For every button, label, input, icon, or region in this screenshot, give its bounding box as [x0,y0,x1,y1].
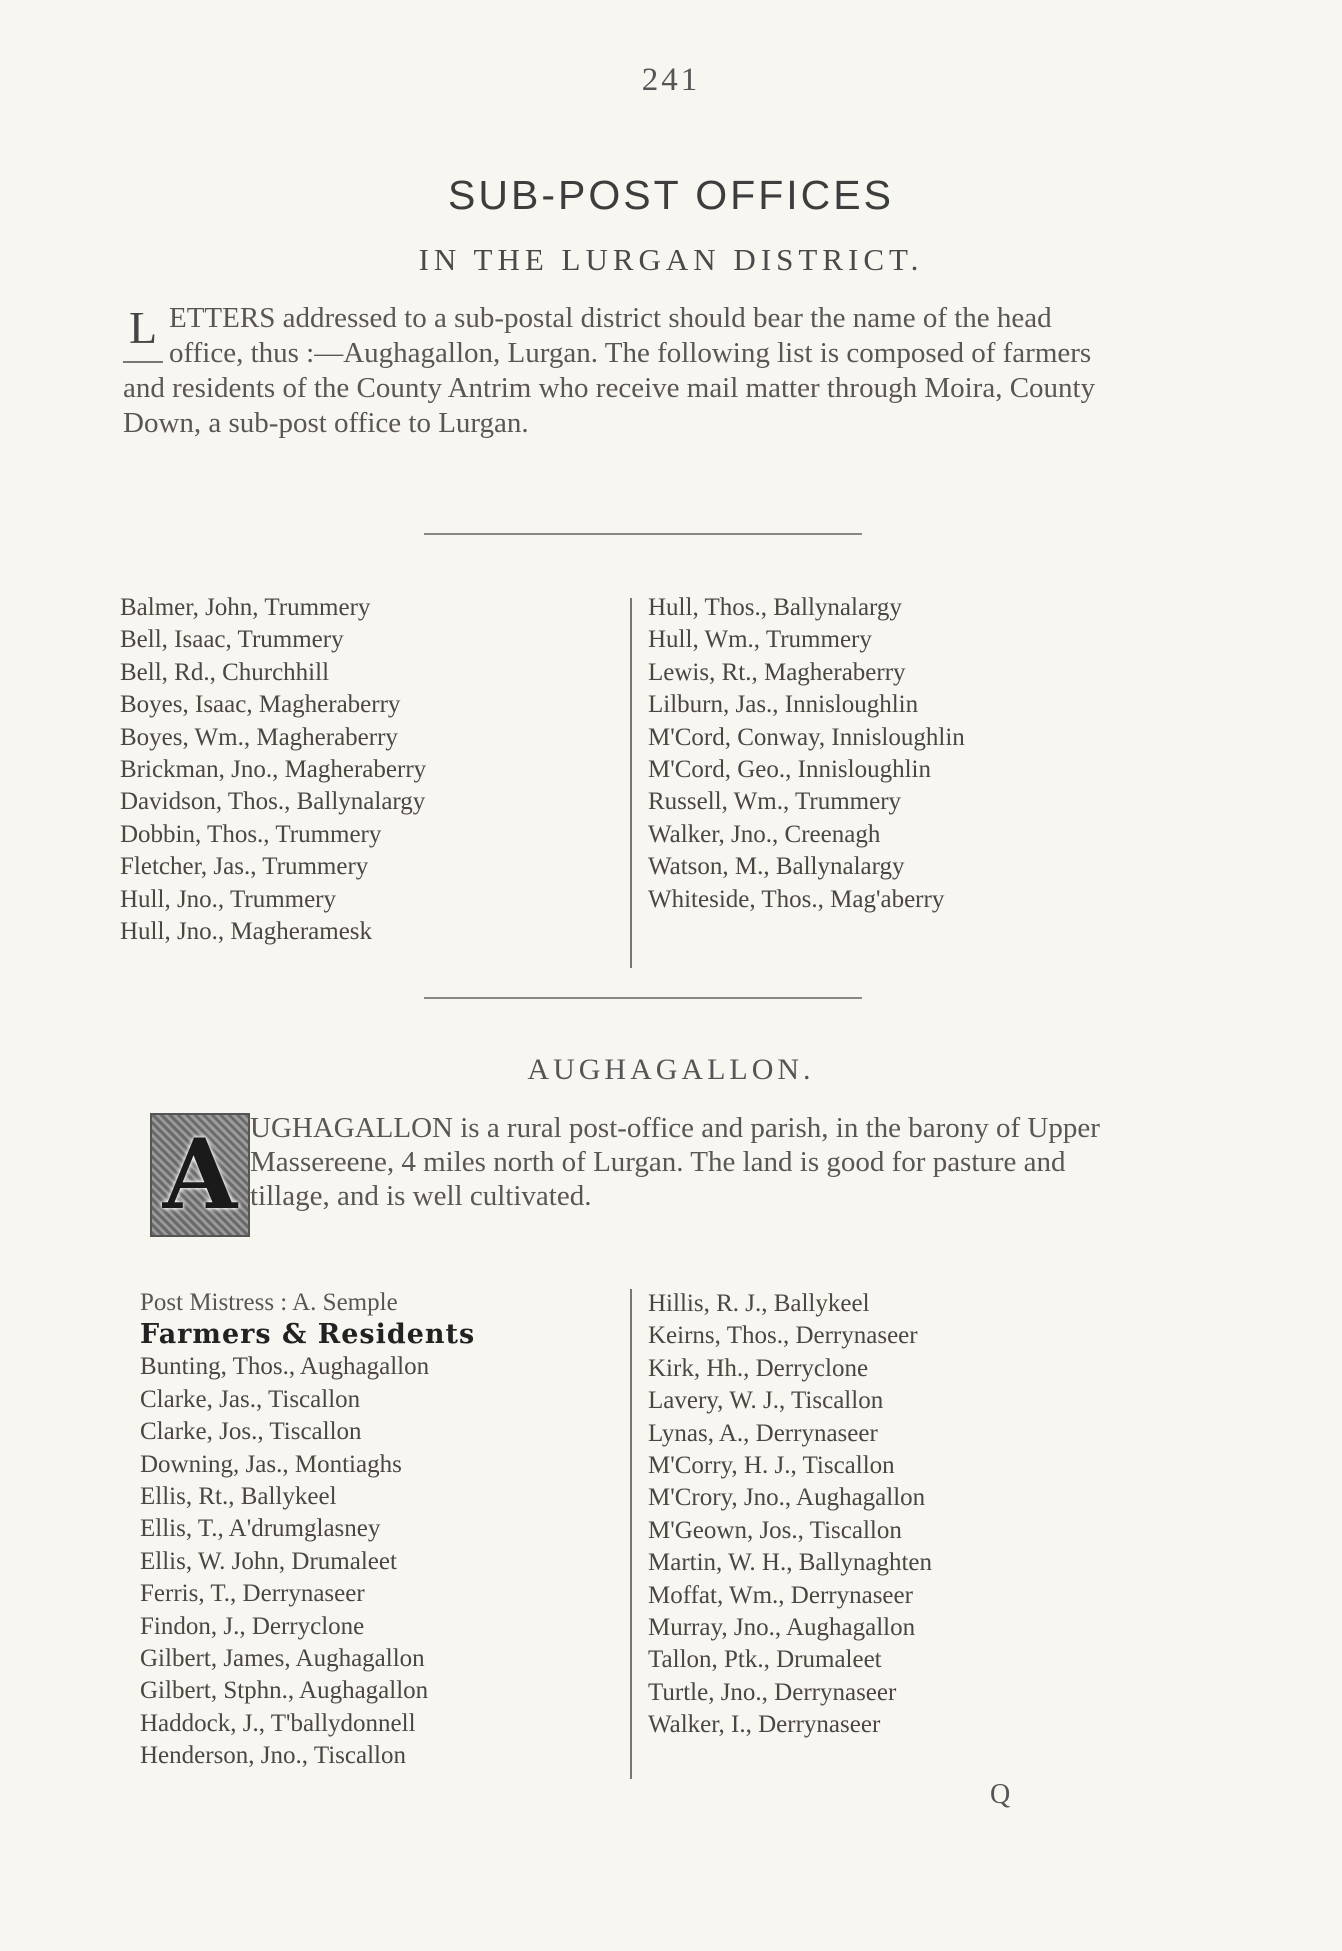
list-item: Findon, J., Derryclone [140,1612,365,1640]
dropcap-ornament [150,1113,250,1237]
intro-text: ETTERS addressed to a sub-postal district should bear the name of the head office, thus :—Aughagallon, Lurgan. The following list is composed of farmers and residents of the County Antrim who receive mail matter through Moira, County Down, a sub-post office to Lurgan. [123,302,1096,439]
list-item: Gilbert, James, Aughagallon [140,1645,425,1673]
list-item: Fletcher, Jas., Trummery [120,853,369,881]
list-item: Keirns, Thos., Derrynaseer [648,1322,918,1350]
section-heading: AUGHAGALLON. [527,1053,815,1086]
first-list-right [648,592,1148,916]
list-item: Boyes, Wm., Magheraberry [120,723,398,751]
dropcap-letter: A [162,1118,238,1231]
list-item: Watson, M., Ballynalargy [648,853,905,881]
list-item: Haddock, J., T'ballydonnell [140,1709,416,1737]
list-item: Bell, Rd., Churchhill [120,658,330,686]
residents-left [140,1351,620,1772]
post-mistress: Post Mistress : A. Semple [140,1289,398,1316]
list-item: Ellis, Rt., Ballykeel [140,1483,337,1511]
list-item: Clarke, Jos., Tiscallon [140,1418,362,1446]
list-item: Bunting, Thos., Aughagallon [140,1353,430,1381]
list-item: Hull, Wm., Trummery [648,626,872,654]
list-item: Hull, Jno., Trummery [120,885,337,913]
list-item: Lynas, A., Derrynaseer [648,1419,878,1447]
list-item: Hillis, R. J., Ballykeel [648,1290,870,1317]
list-item: Balmer, John, Trummery [120,594,371,621]
list-item: Kirk, Hh., Derryclone [648,1354,869,1382]
list-item: Tallon, Ptk., Drumaleet [648,1646,882,1674]
list-item: M'Cord, Conway, Innisloughlin [648,723,965,751]
list-item: Walker, Jno., Creenagh [648,820,881,848]
list-heading: Farmers & Residents [140,1319,476,1351]
list-item: Lilburn, Jas., Innisloughlin [648,691,919,719]
list-item: Martin, W. H., Ballynaghten [648,1549,932,1577]
list-item: Ferris, T., Derrynaseer [140,1580,365,1608]
list-item: Ellis, T., A'drumglasney [140,1515,381,1543]
page-number: 241 [641,62,701,98]
list-item: M'Crory, Jno., Aughagallon [648,1484,926,1512]
list-item: Turtle, Jno., Derrynaseer [648,1678,897,1706]
list-item: Murray, Jno., Aughagallon [648,1614,916,1642]
intro-initial: L [123,303,163,363]
page-subtitle: IN THE LURGAN DISTRICT. [418,242,924,277]
list-item: Lavery, W. J., Tiscallon [648,1387,884,1415]
column-divider [630,598,632,968]
list-item: Davidson, Thos., Ballynalargy [120,788,426,816]
list-item: Downing, Jas., Montiaghs [140,1450,402,1478]
list-item: Brickman, Jno., Magheraberry [120,756,427,784]
second-list-left [140,1287,620,1773]
intro-paragraph [123,301,1133,441]
list-item: Ellis, W. John, Drumaleet [140,1547,397,1575]
list-item: M'Cord, Geo., Innisloughlin [648,756,931,784]
list-item: Boyes, Isaac, Magheraberry [120,691,401,719]
signature-mark: Q [990,1779,1011,1810]
divider [424,533,862,535]
list-item: Henderson, Jno., Tiscallon [140,1742,406,1770]
list-item: Russell, Wm., Trummery [648,788,902,816]
column-divider [630,1289,632,1779]
list-item: Bell, Isaac, Trummery [120,626,344,654]
list-item: M'Geown, Jos., Tiscallon [648,1516,902,1544]
divider [424,997,862,999]
first-list-left [120,592,600,948]
list-item: Dobbin, Thos., Trummery [120,820,382,848]
list-item: Clarke, Jas., Tiscallon [140,1385,361,1413]
list-item: Hull, Thos., Ballynalargy [648,594,902,621]
list-item: M'Corry, H. J., Tiscallon [648,1452,895,1480]
list-item: Moffat, Wm., Derrynaseer [648,1581,913,1609]
list-item: Gilbert, Stphn., Aughagallon [140,1677,429,1705]
list-item: Whiteside, Thos., Mag'aberry [648,885,945,913]
second-list-right [648,1288,1148,1742]
section-description: UGHAGALLON is a rural post-office and parish, in the barony of Upper Massereene, 4 miles north of Lurgan. The land is good for pasture and tillage, and is well cultivated. [250,1112,1100,1212]
page-title: SUB-POST OFFICES [448,172,894,218]
list-item: Walker, I., Derrynaseer [648,1711,881,1739]
list-item: Hull, Jno., Magheramesk [120,918,373,946]
list-item: Lewis, Rt., Magheraberry [648,658,906,686]
